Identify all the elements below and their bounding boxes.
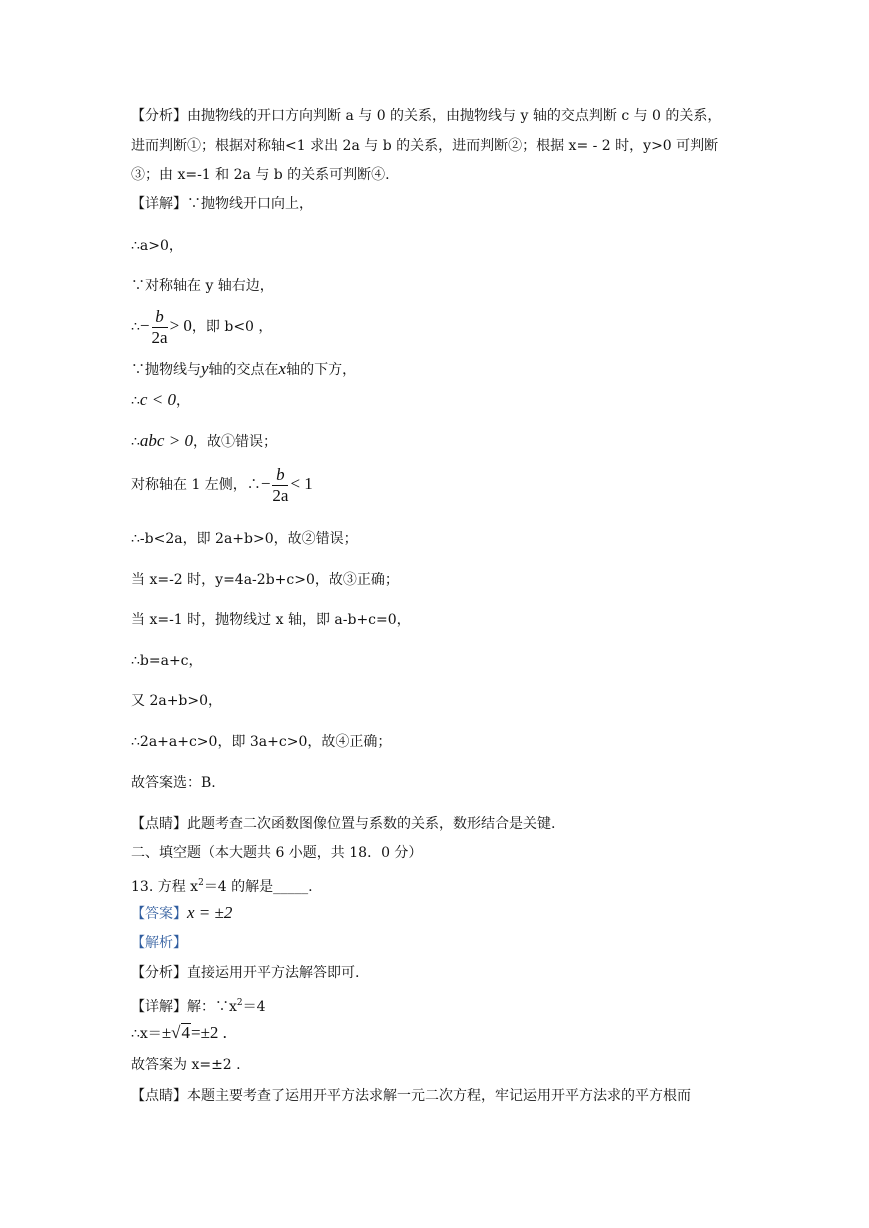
detail-line-1: 【详解】∵抛物线开口向上， bbox=[131, 196, 313, 212]
detail-line-3: ∵对称轴在 y 轴右边， bbox=[131, 278, 274, 294]
detail-line-12: ∴b=a+c， bbox=[131, 653, 203, 669]
detail-line-15: 故答案选：B. bbox=[131, 775, 216, 791]
fraction-b-over-2a-2: $\frac{b}{2a}$ bbox=[272, 464, 289, 505]
analysis-tag: 【分析】 bbox=[131, 108, 187, 124]
q13-analysis: 【分析】直接运用开平方法解答即可. bbox=[131, 965, 360, 981]
detail-line-6: ∴c < 0， bbox=[131, 390, 190, 409]
q13-detail: 【详解】解：$\because x^2=4$ bbox=[131, 998, 266, 1015]
q13-final: 故答案为 x=±2 . bbox=[131, 1057, 241, 1073]
answer-value: x = ±2 bbox=[187, 903, 233, 922]
detail-line-5: ∵抛物线与y轴的交点在x轴的下方， bbox=[131, 359, 357, 378]
detail-line-11: 当 x=-1 时，抛物线过 x 轴，即 a-b+c=0， bbox=[131, 612, 411, 628]
q13-comment: 【点睛】本题主要考查了运用开平方法求解一元二次方程，牢记运用开平方法求的平方根而 bbox=[131, 1088, 691, 1104]
question-number: 13. bbox=[131, 879, 154, 895]
fraction-b-over-2a: $\frac{b}{2a}$ bbox=[151, 306, 168, 347]
detail-line-10: 当 x=-2 时，y=4a-2b+c>0，故③正确； bbox=[131, 572, 399, 588]
q13-step: ∴x＝±√4=±2 . bbox=[131, 1023, 227, 1042]
question-13: 13. 方程 $x^2=4$ 的解是_____. bbox=[131, 878, 313, 895]
jiexi-line bbox=[131, 933, 187, 953]
detail-line-8: 对称轴在 1 左侧，∴− $\frac{b}{2a}$ < 1 bbox=[131, 464, 313, 505]
detail-line-4: ∴− $\frac{b}{2a}$ > 0，即 b<0 ， bbox=[131, 306, 273, 347]
answer-tag: 【答案】 bbox=[131, 906, 187, 922]
detail-line-13: 又 2a+b>0， bbox=[131, 693, 223, 709]
detail-tag: 【详解】 bbox=[131, 196, 187, 212]
jiexi-tag: 【解析】 bbox=[131, 935, 187, 951]
comment-tag: 【点睛】 bbox=[131, 816, 187, 832]
comment-line: 【点睛】此题考查二次函数图像位置与系数的关系，数形结合是关键. bbox=[131, 816, 556, 832]
detail-line-14: ∴2a+a+c>0，即 3a+c>0，故④正确； bbox=[131, 734, 392, 750]
detail-line-2: ∴a>0， bbox=[131, 238, 183, 254]
analysis-line-2: 进而判断①；根据对称轴<1 求出 2a 与 b 的关系，进而判断②；根据 x= - 2 时，y>0 可判断 bbox=[131, 138, 719, 154]
sqrt-radicand: 4 bbox=[181, 1023, 190, 1042]
section-heading: 二、填空题（本大题共 6 小题，共 18．0 分） bbox=[131, 845, 423, 861]
answer-line bbox=[131, 903, 232, 924]
analysis-line-1: 【分析】由抛物线的开口方向判断 a 与 0 的关系，由抛物线与 y 轴的交点判断 c 与 0 的关系， bbox=[131, 108, 722, 124]
detail-line-9: ∴-b<2a，即 2a+b>0，故②错误； bbox=[131, 531, 358, 547]
sqrt-symbol: √ bbox=[171, 1023, 181, 1042]
detail-line-7: ∴abc > 0，故①错误； bbox=[131, 431, 277, 450]
analysis-line-3: ③；由 x=-1 和 2a 与 b 的关系可判断④. bbox=[131, 167, 390, 183]
